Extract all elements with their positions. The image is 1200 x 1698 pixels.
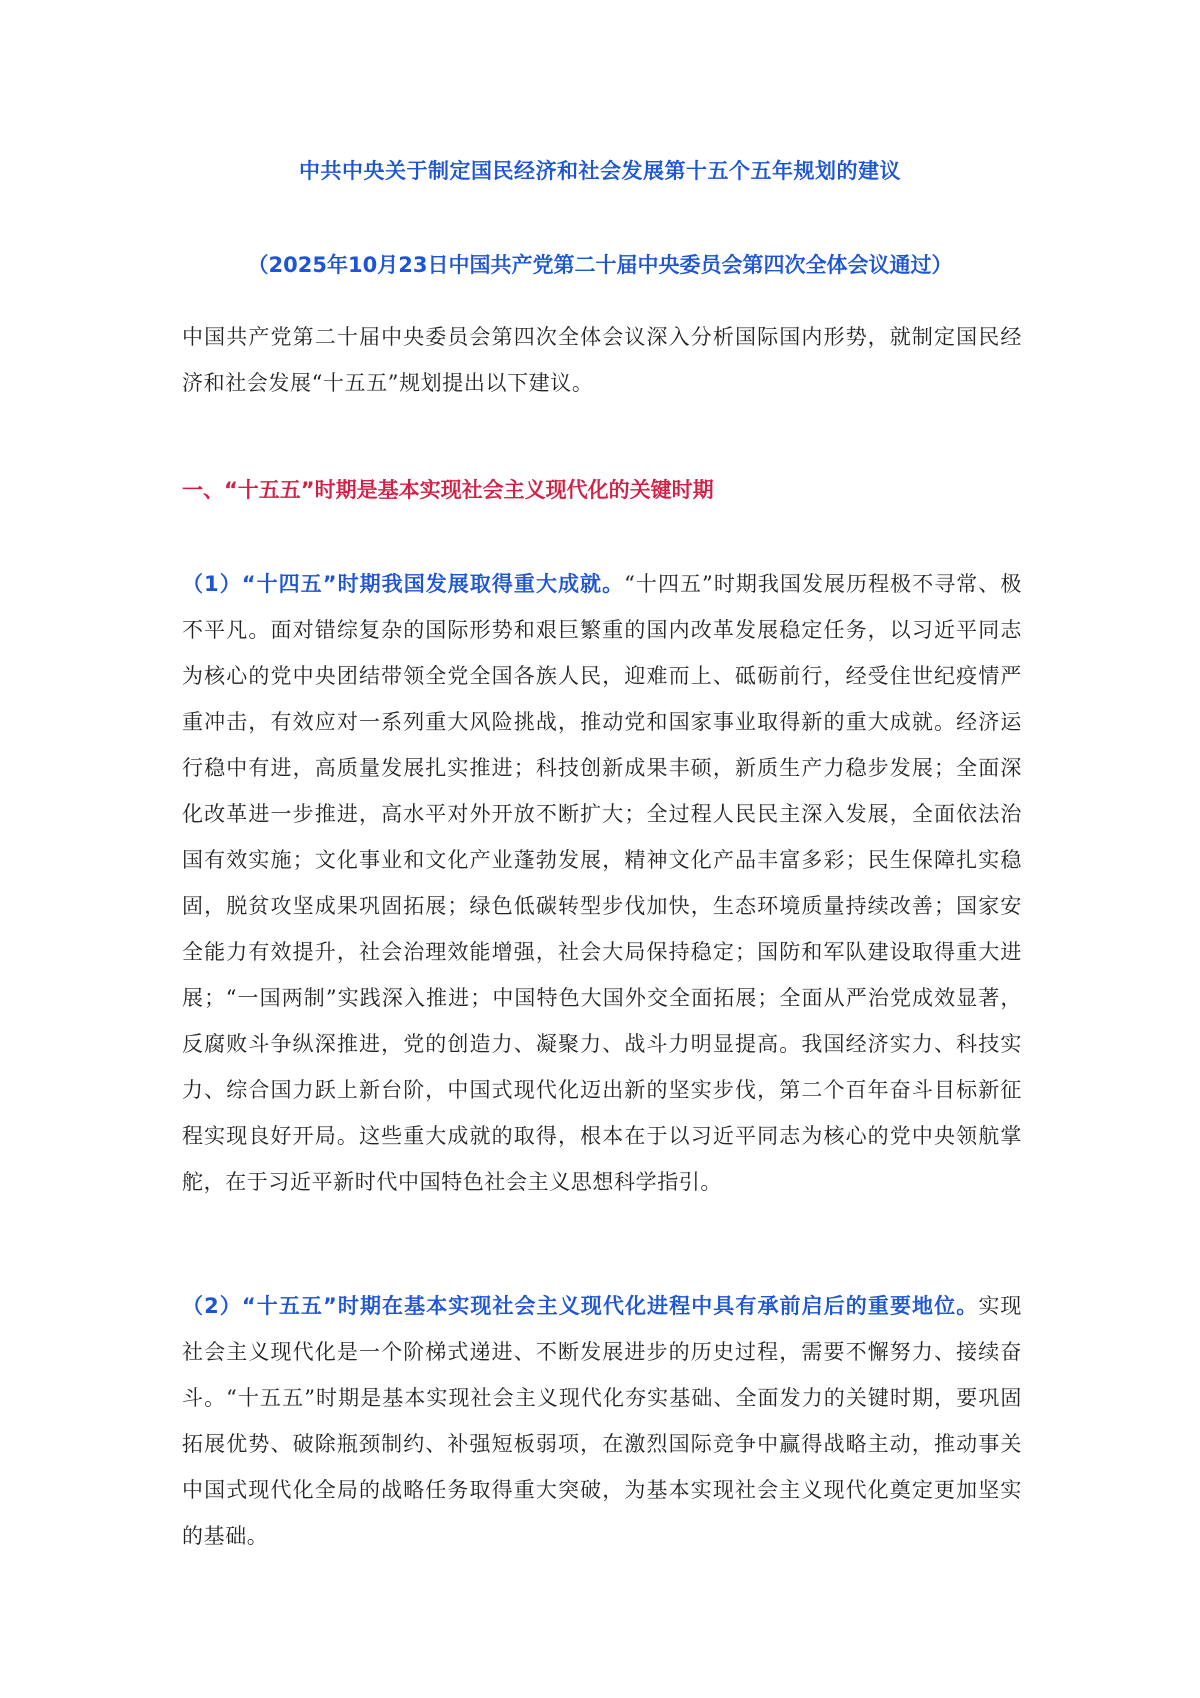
paragraph-2-body: 实现社会主义现代化是一个阶梯式递进、不断发展进步的历史过程，需要不懈努力、接续奋斗。“十五五”时期是基本实现社会主义现代化夯实基础、全面发力的关键时期，要巩固拓展优势、破除瓶颈制约、补强短板弱项，在激烈国际竞争中赢得战略主动，推动事关中国式现代化全局的战略任务取得重大突破，为基本实现社会主义现代化奠定更加坚实的基础。 (182, 1294, 1022, 1548)
paragraph-1-body: “十四五”时期我国发展历程极不寻常、极不平凡。面对错综复杂的国际形势和艰巨繁重的国内改革发展稳定任务，以习近平同志为核心的党中央团结带领全党全国各族人民，迎难而上、砥砺前行，经受住世纪疫情严重冲击，有效应对一系列重大风险挑战，推动党和国家事业取得新的重大成就。经济运行稳中有进，高质量发展扎实推进；科技创新成果丰硕，新质生产力稳步发展；全面深化改革进一步推进，高水平对外开放不断扩大；全过程人民民主深入发展，全面依法治国有效实施；文化事业和文化产业蓬勃发展，精神文化产品丰富多彩；民生保障扎实稳固，脱贫攻坚成果巩固拓展；绿色低碳转型步伐加快，生态环境质量持续改善；国家安全能力有效提升，社会治理效能增强，社会大局保持稳定；国防和军队建设取得重大进展；“一国两制”实践深入推进；中国特色大国外交全面拓展；全面从严治党成效显著，反腐败斗争纵深推进，党的创造力、凝聚力、战斗力明显提高。我国经济实力、科技实力、综合国力跃上新台阶，中国式现代化迈出新的坚实步伐，第二个百年奋斗目标新征程实现良好开局。这些重大成就的取得，根本在于以习近平同志为核心的党中央领航掌舵，在于习近平新时代中国特色社会主义思想科学指引。 (182, 572, 1022, 1194)
paragraph-2-lead: （2）“十五五”时期在基本实现社会主义现代化进程中具有承前启后的重要地位。 (182, 1294, 979, 1318)
intro-paragraph: 中国共产党第二十届中央委员会第四次全体会议深入分析国际国内形势，就制定国民经济和社会发展“十五五”规划提出以下建议。 (182, 325, 1022, 395)
document-title: 中共中央关于制定国民经济和社会发展第十五个五年规划的建议 (299, 159, 901, 183)
document-subtitle: （2025年10月23日中国共产党第二十届中央委员会第四次全体会议通过） (247, 253, 953, 277)
paragraph-1 (182, 561, 1022, 1205)
paragraph-2 (182, 1283, 1022, 1559)
section-heading-1: 一、“十五五”时期是基本实现社会主义现代化的关键时期 (182, 478, 714, 502)
paragraph-1-lead: （1）“十四五”时期我国发展取得重大成就。 (182, 572, 625, 596)
